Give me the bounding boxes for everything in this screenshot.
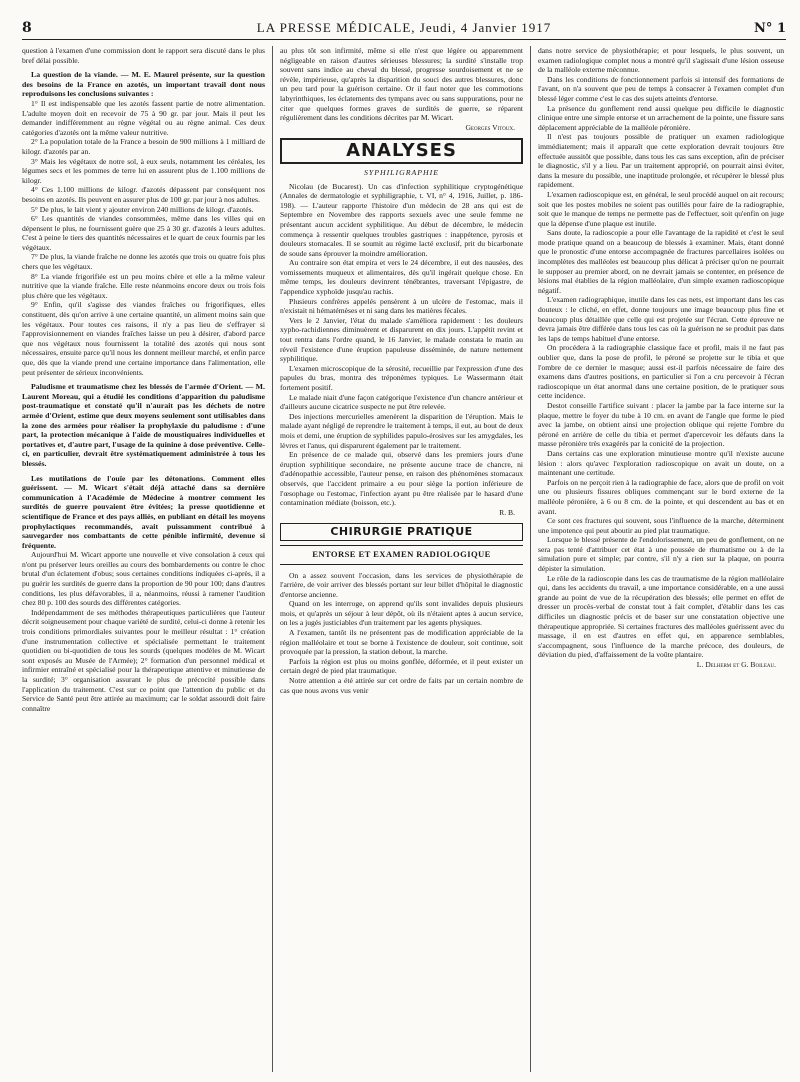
article-title-entorse: ENTORSE ET EXAMEN RADIOLOGIQUE	[280, 545, 523, 565]
paragraph: En présence de ce malade qui, observé dans les premiers jours d'une éruption syphilitique secondaire, ne présente aucune trace de chancre, ni d'adénopathie accessible, l'auteur pense, en raison des phénomènes stomacaux observés, que l'accident primaire a eu pour siège la portion inférieure de l'œsophage ou l'estomac, l'infection ayant pu être réalisée par le hasard d'une contamination médiate (boisson, etc.).	[280, 450, 523, 508]
list-item: 2° La population totale de la France a besoin de 900 millions à 1 milliard de kilogr. d'azotés par an.	[22, 137, 265, 156]
paragraph: Indépendamment de ses méthodes thérapeutiques particulières que l'auteur décrit soigneusement pour chaque variété de surdité, celui-ci donne à retenir les trois conditions primordiales suivantes pour le meilleur résultat : 1° création d'une instrumentation collective et spécialisée permettant le traitement quotidien ou bi-quotidien de tous les sourds (quelques modèles de M. Wicart sont exposés au Musée de l'Armée); 2° formation d'un personnel médical et infirmier entraîné et spécialisé pour la thérapeutique attentive et minutieuse de la surdité; 3° organisation assurant le plus de précocité possible dans l'application du traitement. C'est sur ce point que l'attention du public et du Service de Santé peut être attirée au maximum; car le soldat assourdi doit faire connaître	[22, 607, 265, 713]
paragraph: Au contraire son état empira et vers le 24 décembre, il eut des nausées, des vomissements muqueux et alimentaires, dès qu'il ingérait quelque chose. En même temps, les douleurs devinrent ténébrantes, traversant l'épigastre, de l'appendice xyphoïde jusqu'au rachis.	[280, 258, 523, 297]
paragraph: question à l'examen d'une commission dont le rapport sera discuté dans le plus bref délai possible.	[22, 46, 265, 65]
issue-number: N° 1	[754, 21, 786, 36]
paragraph: Parfois on ne perçoit rien à la radiographie de face, alors que de profil on voit une ou plusieurs fissures obliques commençant sur le bord externe de la malléole péronière, à 6 ou 8 cm. de la pointe, et qui descendent au bas et en avant.	[538, 477, 784, 516]
paragraph: Vers le 2 Janvier, l'état du malade s'améliora rapidement : les douleurs xypho-rachidiennes diminuèrent et disparurent en dix jours. L'appétit revint et tout rentra dans l'ordre quand, le 16 Janvier, le malade constata le matin au réveil l'existence d'une éruption papuleuse disséminée, de nature nettement syphilitique.	[280, 315, 523, 364]
paragraph: Notre attention a été attirée sur cet ordre de faits par un certain nombre de cas que nous avons vus venir	[280, 676, 523, 695]
signature: R. B.	[499, 507, 515, 517]
paragraph: On a assez souvent l'occasion, dans les services de physiothérapie de l'arrière, de voir arriver des blessés portant sur leur billet d'hôpital le diagnostic d'entorse ancienne.	[280, 570, 523, 599]
paragraph: La présence du gonflement rend aussi quelque peu difficile le diagnostic clinique entre une simple entorse et un arrachement de la pointe, une fissure sans déplacement appréciable de la malléole péronière.	[538, 103, 784, 132]
article-heading-viande: La question de la viande. — M. E. Maurel présente, sur la question des besoins de la France en azotés, un important travail dont nous reproduisons les conclusions suivantes :	[22, 70, 265, 99]
paragraph: Aujourd'hui M. Wicart apporte une nouvelle et vive consolation à ceux qui n'ont pu préserver leurs oreilles au cours des bombardements ou contre le choc brutal d'un éclatement d'obus; sous certaines conditions indiquées ci-après, il a pu guérir les surdités de guerre dans la proportion de 90 pour 100; dans d'autres conditions, les plus défavorables, il a, néanmoins, réussi à ramener l'audition chez 80 p. 100 des sourds des différentes catégories.	[22, 550, 265, 608]
list-item: 5° De plus, le lait vient y ajouter environ 240 millions de kilogr. d'azotés.	[31, 204, 254, 214]
section-title-chirurgie: CHIRURGIE PRATIQUE	[280, 523, 523, 541]
list-item: 8° La viande frigorifiée est un peu moins chère et elle a la même valeur nutritive que la viande fraîche. Elle reste néanmoins encore deux ou trois fois plus chère que les végétaux.	[22, 271, 265, 300]
paragraph: Dans les conditions de fonctionnement parfois si intensif des formations de l'avant, on n'a souvent que peu de temps à consacrer à l'examen complet d'un blessé léger comme c'est le cas des sujets atteints d'entorse.	[538, 74, 784, 103]
journal-title: LA PRESSE MÉDICALE, Jeudi, 4 Janvier 1917	[256, 20, 552, 35]
page-number: 8	[22, 20, 32, 36]
paragraph: Le malade niait d'une façon catégorique l'existence d'un chancre antérieur et d'ailleurs aucune cicatrice suspecte ne put être relevée.	[280, 392, 523, 412]
paragraph: L'examen radioscopique est, en général, le seul procédé auquel on ait recours; soit que les postes mobiles ne soient pas outillés pour faire de la radiographie, soit que le manque de temps ne permette pas de l'effectuer, soit qu'enfin on juge que la dépense d'une plaque est inutile.	[538, 189, 784, 228]
paragraph: On procédera à la radiographie classique face et profil, mais il ne faut pas oublier que, dans la pose de profil, le péroné se projette sur le tibia et que l'ombre de ce dernier le masque; aussi est-il parfois nécessaire de faire des examens dans d'autres positions, en particulier si l'on a cru percevoir à l'écran radioscopique un état anormal dans une certaine position, de le pratiquer sous cette incidence.	[538, 343, 784, 401]
paragraph: dans notre service de physiothérapie; et pour lesquels, le plus souvent, un examen radiologique complet nous a montré qu'il s'agissait d'une lésion osseuse de la malléole externe méconnue.	[538, 46, 784, 75]
paragraph: A l'examen, tantôt ils ne présentent pas de modification appréciable de la région malléolaire et tout se borne à l'existence de douleur, soit continue, soit provoquée par la pression, la station debout, la marche.	[280, 628, 523, 657]
paragraph: Parfois la région est plus ou moins gonflée, déformée, et il peut exister un certain degré de pied plat traumatique.	[280, 656, 523, 676]
signature: Georges Vitoux.	[465, 122, 515, 132]
list-item: 4° Ces 1.100 millions de kilogr. d'azotés dépassent par conséquent nos besoins en azotés. Ils peuvent en assurer plus de 100 gr. par jour à nos adultes.	[22, 185, 265, 204]
list-item: 6° Les quantités de viandes consommées, même dans les villes qui en dépensent le plus, ne fournissent guère que 25 à 30 gr. d'azotés à leurs adultes. C'est à peine le tiers des quantités nécessaires et le quart de ceux fournis par les végétaux.	[22, 214, 265, 252]
column-3	[538, 46, 784, 1072]
list-item: 1° Il est indispensable que les azotés fassent partie de notre alimentation. L'adulte moyen doit en recevoir de 75 à 90 gr. par jour. Mais il peut les demander indifféremment au règne végétal ou au règne animal. Ces deux catégories d'azotés ont la même valeur nutritive.	[22, 98, 265, 137]
paragraph: Dans certains cas une exploration minutieuse montre qu'il n'existe aucune lésion : alors qu'avec l'exploration radioscopique on avait un doute, on a maintenant une certitude.	[538, 448, 784, 478]
paragraph: Lorsque le blessé présente de l'endolorissement, un peu de gonflement, on ne sera pas tenté d'attribuer cet état à une poussée de rhumatisme ou à de la simulation pure et simple; par contre, s'il n'y a rien sur la plaque, on pourra dépister la simulation.	[538, 535, 784, 574]
paragraph: Destot conseille l'artifice suivant : placer la jambe par la face interne sur la plaque, mettre le foyer du tube à 10 cm. en avant de l'angle que forme le pied avec la jambe, on obtient ainsi une projection oblique qui rejette l'ombre du péroné en arrière de celle du tibia et permet d'apercevoir les défauts dans la masse péronière très exagérés par la conicité de la projection.	[538, 400, 784, 449]
paragraph: Quand on les interroge, on apprend qu'ils sont invalides depuis plusieurs mois, et qu'après un séjour à leur dépôt, où ils n'étaient aptes à aucun service, on les a jugés justiciables d'un traitement par les agents physiques.	[280, 599, 523, 628]
paragraph: Plusieurs confrères appelés pensèrent à un ulcère de l'estomac, mais il n'existait ni hématémèses et ni sang dans les matières fécales.	[280, 296, 523, 316]
newspaper-page	[22, 20, 786, 1072]
paragraph: Il n'est pas toujours possible de pratiquer un examen radiologique immédiatement; mais il apparaît que cette exploration devrait toujours être effectuée aussitôt que possible, dans tous les cas sans exception, afin de préciser le diagnostic, s'il y a lieu. Par un traitement approprié, on pourrait ainsi éviter, dans la mesure du possible, une inaptitude prolongée, et récupérer le blessé plus rapidement.	[538, 132, 784, 190]
paragraph: Le rôle de la radioscopie dans les cas de traumatisme de la région malléolaire qui, dans les accidents du travail, a une importance considérable, en a une aussi grande au point de vue de la récupération des blessés; elle permet en effet de dresser un procès-verbal de constat tout à fait complet, d'établir dans les cas difficiles un diagnostic précis et de baser sur une constatation objective une thérapeutique appropriée. Si certaines fractures des malléoles guérissent avec du massage, il en est d'autres en effet qui, en apparence semblables, s'accompagnent, sous l'influence de la marche précoce, des douleurs, de déviation du pied, d'affaissement de la voûte plantaire.	[538, 573, 784, 660]
paragraph: au plus tôt son infirmité, même si elle n'est que légère ou apparemment négligeable en raison d'autres sérieuses blessures; la surdité s'installe trop souvent sans indice au cheval du blessé, progresse sourdoisement et ne se révèle, impérieuse, qu'après la disparition du souci des autres blessures, donc un peu tard pour la guérison certaine. Or il faut noter que les commotions labyrinthiques, les éclatements des tympans avec ou sans suppurations, pour ne citer que quelques formes graves de surdités de guerre, se réparent régulièrement dans les conditions décrites par M. Wicart.	[280, 46, 523, 123]
column-1	[22, 46, 265, 1072]
paragraph: Des injections mercurielles amenèrent la disparition de l'éruption. Mais le malade ayant négligé de reprendre le traitement à temps, il eut, au bout de deux mois et demi, une éruption de syphilides papulo-érosives sur les amygdales, les lèvres et l'anus, qui disparurent également par le traitement.	[280, 411, 523, 450]
page-header	[22, 20, 786, 40]
paragraph: Ce sont ces fractures qui souvent, sous l'influence de la marche, déterminent une impotence qui peut aboutir au pied plat traumatique.	[538, 516, 784, 535]
list-item: 3° Mais les végétaux de notre sol, à eux seuls, notamment les céréales, les légumes secs et les pommes de terre lui en assurent plus de 1.100 millions de kilogr.	[22, 156, 265, 185]
signature: L. Delherm et G. Boileau.	[696, 660, 776, 669]
article-heading-paludisme: Paludisme et traumatisme chez les blessés de l'armée d'Orient. — M. Laurent Moreau, qui a étudié les conditions d'apparition du paludisme post-traumatique et constaté qu'il n'aurait pas les déchets de notre armée d'Orient, estime que deux moyens seulement sont utilisables dans la zone des armées pour réaliser la prophylaxie du paludisme : d'une part, la protection mécanique à l'aide de moustiquaires individuelles et portatives et, d'autre part, l'usage de la quinine à dose préventive. Celle-ci, en particulier, devrait être systématiquement administrée à tous les blessés.	[22, 382, 265, 468]
column-2	[280, 46, 523, 1072]
list-item: 9° Enfin, qu'il s'agisse des viandes fraîches ou frigorifiques, elles constituent, dès qu'on arrive à une certaine quantité, un aliment moins sain que les végétaux. Pour toutes ces raisons, il n'y a pas lieu de s'effrayer si l'approvisionnement en viandes fraîches laisse un peu à désirer, d'abord parce que nos végétaux nous fournissent la totalité des azotés qui nous sont nécessaires, ensuite parce qu'il nous les donnent meilleur marché, et enfin parce que, dès que la viande prend une certaine importance dans l'alimentation, elle peut présenter de sérieux inconvénients.	[22, 300, 265, 377]
paragraph: L'examen microscopique de la sérosité, recueillie par l'expression d'une des papules du bras, montra des tréponèmes typiques. Le Wassermann était fortement positif.	[280, 363, 523, 392]
paragraph: Sans doute, la radioscopie a pour elle l'avantage de la rapidité et c'est le seul mode pratique quand on a beaucoup de blessés à examiner. Mais, étant donné que le pronostic d'une entorse accompagnée de fractures parcellaires isolées ou incomplètes des malléoles est beaucoup plus délicat à préciser qu'on ne pourrait le supposer au premier abord, on ne devrait jamais se contenter, en présence de lésions mal établies de la région malléolaire, d'un simple examen radioscopique négatif.	[538, 228, 784, 295]
paragraph: L'examen radiographique, inutile dans les cas nets, est important dans les cas douteux : le cliché, en effet, donne toujours une image beaucoup plus fine et beaucoup plus détaillée que celle qui est projetée sur l'écran. Cette épreuve ne devra jamais être différée dans tous les cas où la guérison ne se produit pas dans les laps de temps habituel d'une entorse.	[538, 295, 784, 343]
section-subtitle: SYPHILIGRAPHIE	[363, 167, 440, 177]
list-item: 7° De plus, la viande fraîche ne donne les azotés que trois ou quatre fois plus chers que les végétaux.	[22, 252, 265, 272]
section-title-analyses: ANALYSES	[280, 138, 523, 164]
article-heading-ouie: Les mutilations de l'ouïe par les détonations. Comment elles guérissent. — M. Wicart s'était déjà attaché dans sa dernière communication à l'Académie de Médecine à montrer comment les surdités de guerre pouvaient être évitées; la presse quotidienne et scientifique de France et des pays alliés, en publiant en détail les moyens prophylactiques recommandés, avait puissamment contribué à sauvegarder nos combattants de cette pénible infirmité, devenue si fréquente.	[22, 473, 265, 550]
paragraph: Nicolau (de Bucarest). Un cas d'infection syphilitique cryptogénétique (Annales de dermatologie et syphiligraphie, t. VI, n° 4, 1916, Juillet, p. 186-198). — L'auteur rapporte l'histoire d'un médecin de 28 ans qui est de Septembre en Novembre des rapports sexuels avec une seule femme ne présentant aucun accident syphilitique. Au début de décembre, le médecin commença à ressentir quelques troubles gastriques : inappétence, pyrosis et douleurs stomacales. Il se soumit au régime lacté exclusif, prit du bicarbonate de soude sans éprouver la moindre amélioration.	[280, 181, 523, 258]
